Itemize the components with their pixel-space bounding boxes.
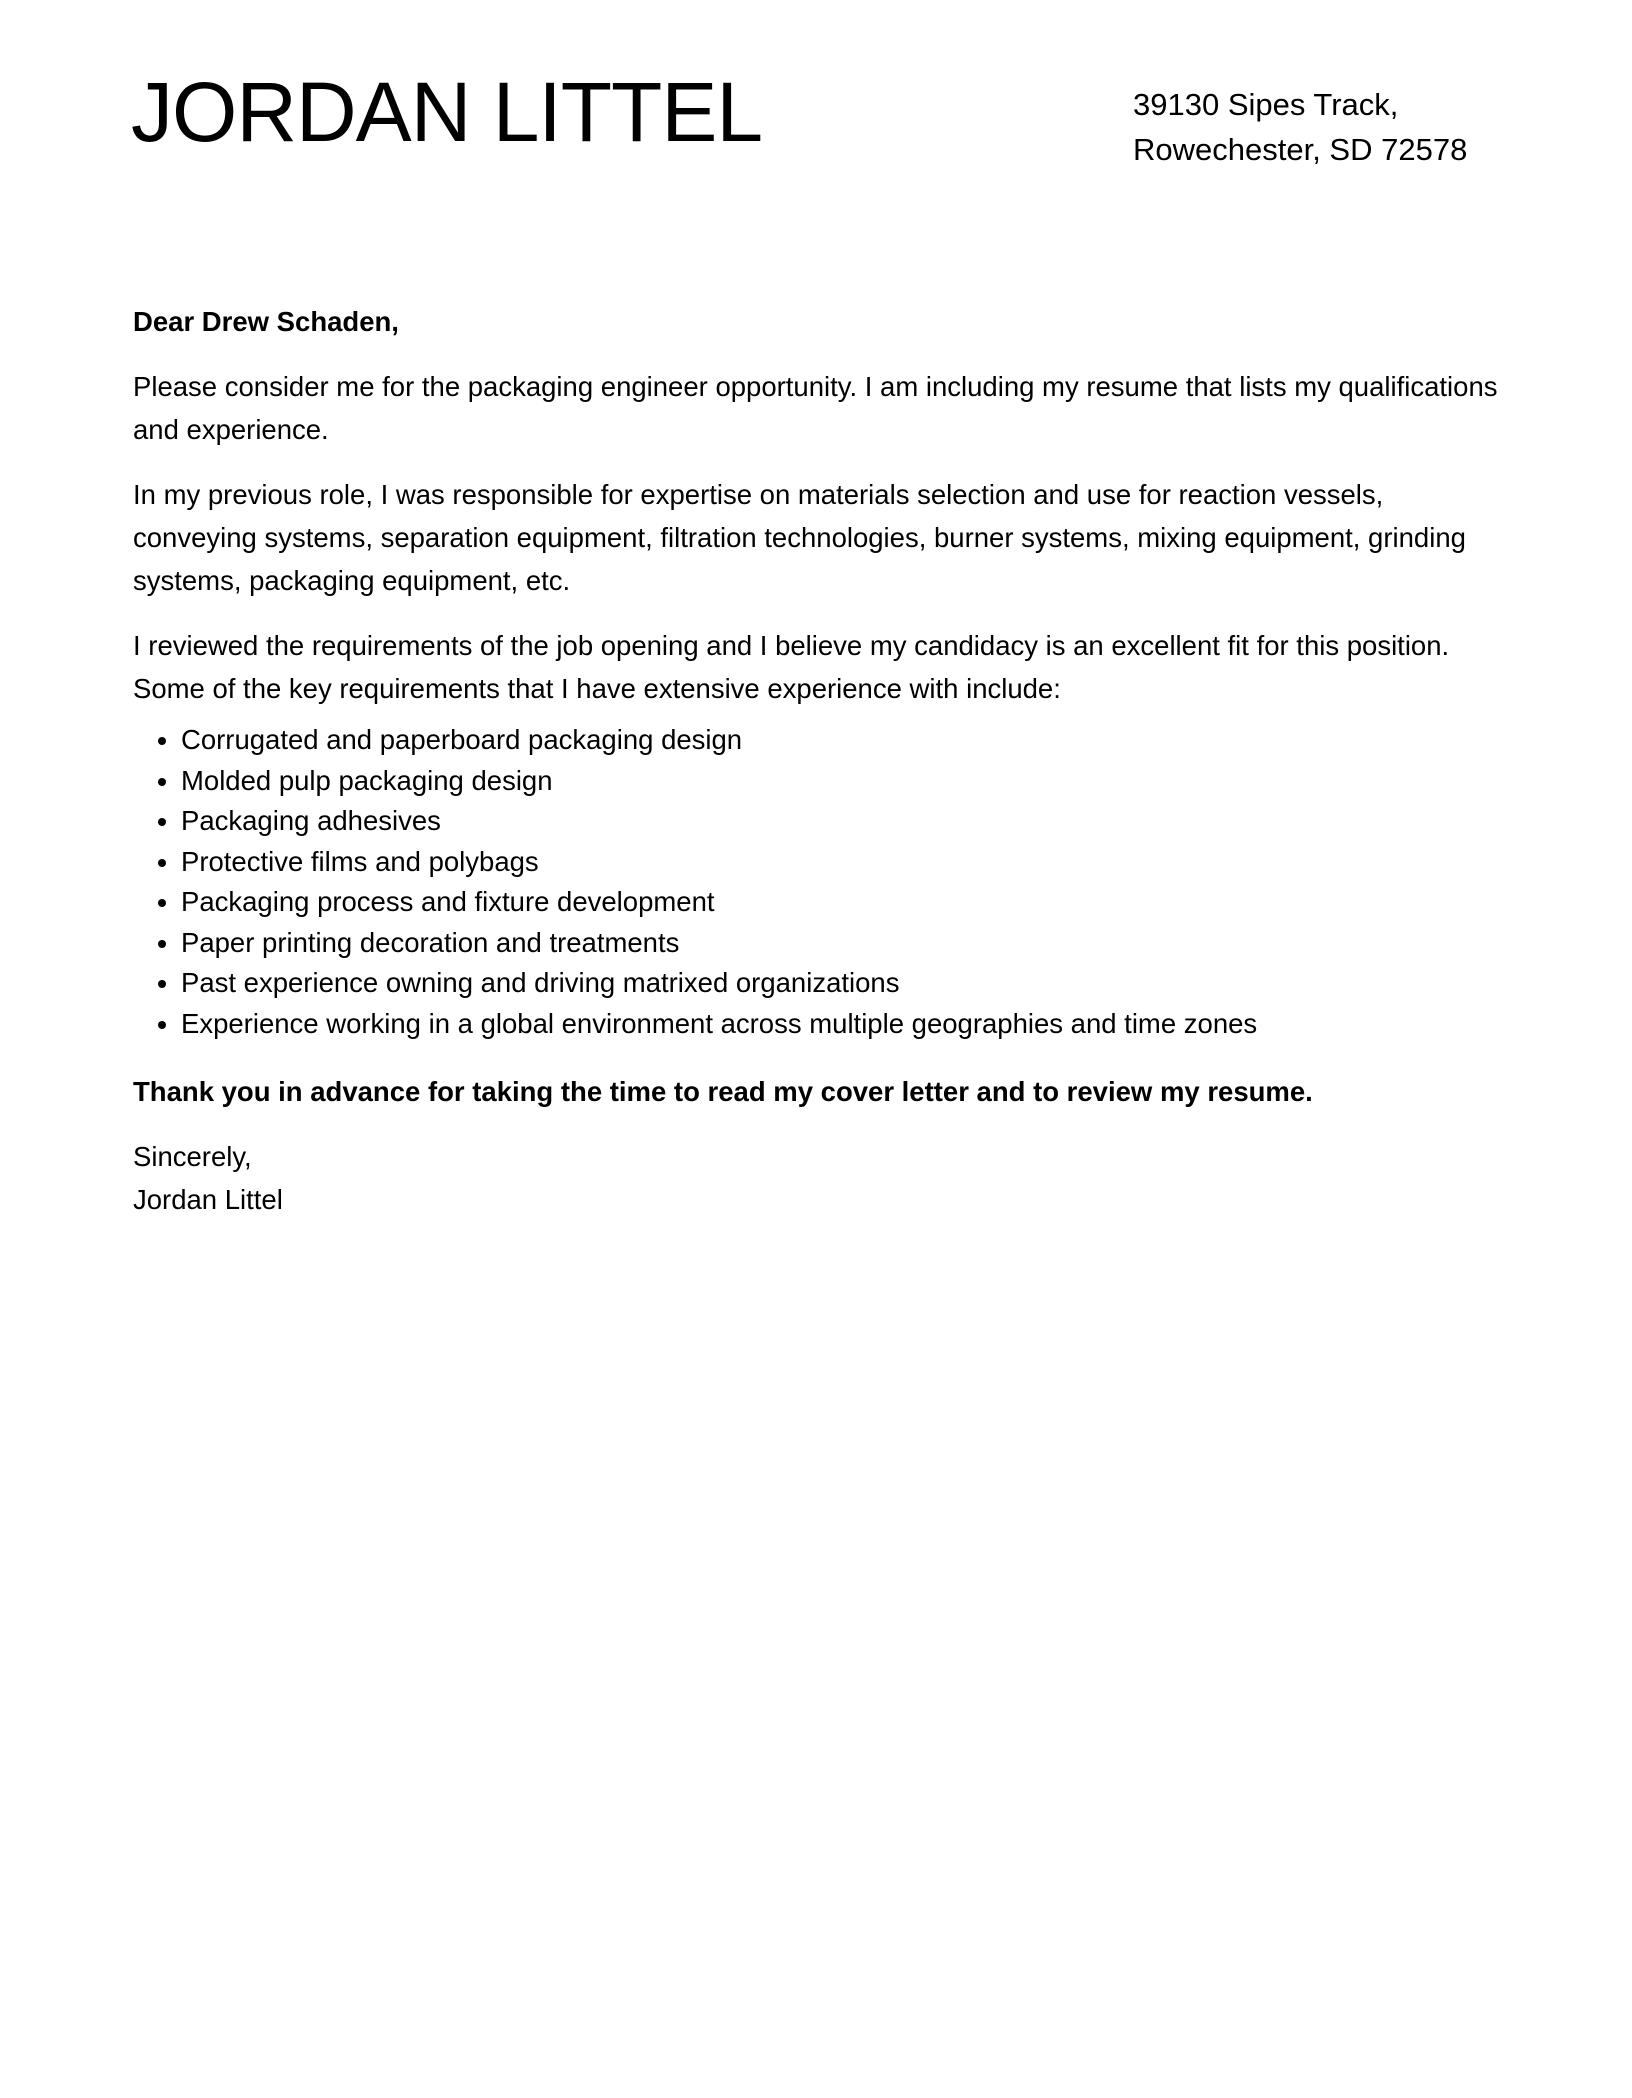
list-item: • Experience working in a global environment across multiple geographies and time zones (181, 1004, 1503, 1045)
list-item: • Past experience owning and driving matrixed organizations (181, 963, 1503, 1004)
letter-body (133, 300, 1503, 1221)
paragraph-experience: In my previous role, I was responsible for expertise on materials selection and use for reaction vessels, conveying systems, separation equipment, filtration technologies, burner systems, mixing equipment, grinding systems, packaging equipment, etc. (133, 479, 1466, 596)
signoff: Sincerely, (133, 1141, 252, 1172)
requirements-list (133, 720, 1503, 1044)
applicant-name: JORDAN LITTEL (131, 65, 763, 159)
paragraph-intro: Please consider me for the packaging engineer opportunity. I am including my resume that lists my qualifications and experience. (133, 371, 1498, 445)
signature: Jordan Littel (133, 1184, 283, 1215)
signature-block (133, 1135, 1503, 1221)
list-item: • Packaging adhesives (181, 801, 1503, 842)
address (1133, 82, 1467, 172)
list-item: • Packaging process and fixture development (181, 882, 1503, 923)
address-line-1: 39130 Sipes Track, (1133, 87, 1399, 122)
address-line-2: Rowechester, SD 72578 (1133, 132, 1468, 167)
list-item: • Molded pulp packaging design (181, 761, 1503, 802)
closing-statement: Thank you in advance for taking the time to read my cover letter and to review my resume. (133, 1076, 1313, 1107)
list-item: • Protective films and polybags (181, 842, 1503, 883)
greeting: Dear Drew Schaden, (133, 306, 399, 337)
list-item: • Paper printing decoration and treatments (181, 923, 1503, 964)
paragraph-requirements: I reviewed the requirements of the job opening and I believe my candidacy is an excellent fit for this position. Some of the key requirements that I have extensive experience with include: (133, 630, 1450, 704)
list-item: • Corrugated and paperboard packaging design (181, 720, 1503, 761)
